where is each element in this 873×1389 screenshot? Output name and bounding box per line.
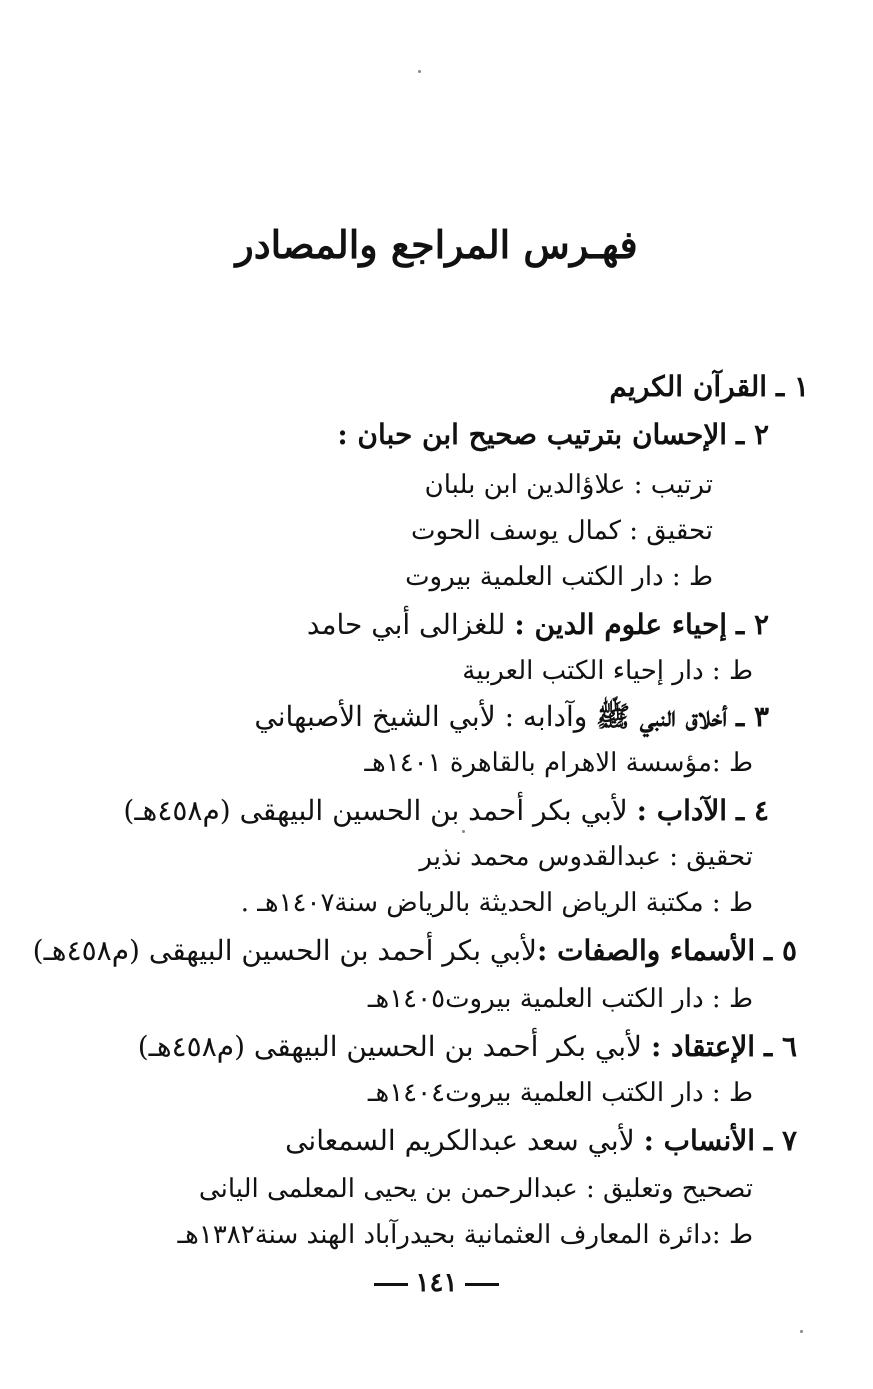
entry-line	[178, 1218, 753, 1252]
entry-line	[337, 418, 769, 452]
entry-line	[285, 1124, 797, 1158]
entry-detail: ط : دار الكتب العلمية بيروت	[405, 562, 713, 592]
dash-left	[465, 1283, 499, 1286]
entry-title: الآداب :	[636, 794, 728, 827]
entry-number: ٣ ـ	[736, 700, 769, 733]
entry-title: الإحسان بترتيب صحيح ابن حبان :	[337, 418, 728, 451]
entry-line	[462, 654, 753, 688]
entry-title: القرآن الكريم	[609, 370, 768, 403]
entry-number: ١ ـ	[776, 370, 809, 403]
page-number-text: ١٤١	[415, 1268, 458, 1298]
entry-number: ٧ ـ	[764, 1124, 797, 1157]
entry-detail: ط : مكتبة الرياض الحديثة بالرياض سنة١٤٠٧هـ .	[240, 888, 753, 918]
entry-title: إحياء علوم الدين :	[514, 608, 728, 641]
scan-speck	[800, 1330, 803, 1333]
entry-line	[368, 982, 753, 1016]
entry-detail: لأبي بكر أحمد بن الحسين البيهقى (م٤٥٨هـ)	[123, 794, 637, 827]
entry-number: ٤ ـ	[736, 794, 769, 827]
entry-line	[425, 468, 713, 502]
entry-line	[405, 560, 713, 594]
entry-detail: ط : دار الكتب العلمية بيروت١٤٠٤هـ	[367, 1078, 753, 1108]
entry-title: أخلاق النبي ﷺ	[596, 700, 728, 733]
entry-detail: ط : دار إحياء الكتب العربية	[462, 656, 753, 686]
entry-number: ٥ ـ	[764, 934, 797, 967]
entry-detail: وآدابه : لأبي الشيخ الأصبهاني	[254, 700, 597, 733]
entry-title: الأنساب :	[643, 1124, 756, 1157]
entry-line	[123, 794, 769, 828]
page-number	[0, 1268, 873, 1298]
entry-line	[364, 746, 753, 780]
entry-line	[241, 886, 753, 920]
entry-line	[138, 1030, 797, 1064]
entry-detail: للغزالى أبي حامد	[306, 608, 515, 641]
entry-number: ٢ ـ	[736, 608, 769, 641]
entry-detail: لأبي بكر أحمد بن الحسين البيهقى (م٤٥٨هـ)	[32, 934, 537, 967]
entry-detail: تحقيق : كمال يوسف الحوت	[411, 516, 713, 546]
page-title: فهـرس المراجع والمصادر	[235, 222, 638, 267]
scan-speck	[418, 70, 421, 73]
entry-line	[33, 934, 797, 968]
entry-number: ٢ ـ	[736, 418, 769, 451]
entry-line	[609, 370, 809, 404]
entry-detail: ط :مؤسسة الاهرام بالقاهرة ١٤٠١هـ	[364, 748, 753, 778]
entry-title: الأسماء والصفات :	[537, 934, 756, 967]
entry-line	[307, 608, 769, 642]
entry-detail: ترتيب : علاؤالدين ابن بلبان	[424, 470, 713, 500]
entry-line	[199, 1172, 753, 1206]
entry-line	[411, 514, 713, 548]
entry-number: ٦ ـ	[764, 1030, 797, 1063]
entry-detail: لأبي سعد عبدالكريم السمعانى	[285, 1124, 644, 1157]
entry-line	[368, 1076, 753, 1110]
entry-line	[419, 840, 753, 874]
entry-line	[254, 700, 769, 734]
entry-detail: تصحيح وتعليق : عبدالرحمن بن يحيى المعلمى اليانى	[198, 1174, 753, 1204]
entry-detail: ط :دائرة المعارف العثمانية بحيدرآباد الهند سنة١٣٨٢هـ	[177, 1220, 753, 1250]
entry-detail: ط : دار الكتب العلمية بيروت١٤٠٥هـ	[367, 984, 753, 1014]
scan-speck	[462, 830, 465, 833]
dash-right	[374, 1283, 408, 1286]
entry-detail: تحقيق : عبدالقدوس محمد نذير	[419, 842, 753, 872]
entry-detail: لأبي بكر أحمد بن الحسين البيهقى (م٤٥٨هـ)	[137, 1030, 651, 1063]
entry-title: الإعتقاد :	[650, 1030, 756, 1063]
